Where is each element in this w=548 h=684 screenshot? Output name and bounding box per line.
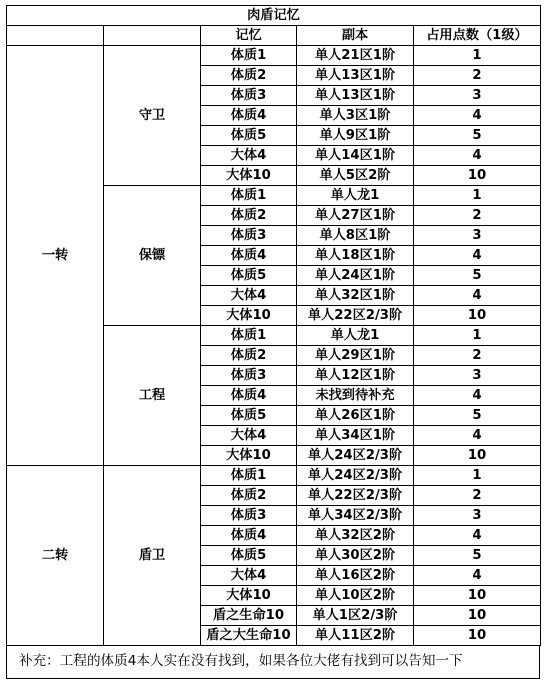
- memory-cell: 大体4: [201, 426, 297, 446]
- dungeon-cell: 单人22区2/3阶: [297, 306, 414, 326]
- table-row: [7, 46, 541, 66]
- memory-cell: 盾之大生命10: [201, 626, 297, 646]
- memory-cell: 体质5: [201, 406, 297, 426]
- points-cell: 2: [414, 206, 541, 226]
- points-cell: 3: [414, 506, 541, 526]
- dungeon-cell: 单人16区2阶: [297, 566, 414, 586]
- dungeon-cell: 单人32区1阶: [297, 286, 414, 306]
- points-cell: 10: [414, 166, 541, 186]
- header-job: [104, 26, 201, 46]
- memory-cell: 大体10: [201, 586, 297, 606]
- memory-cell: 体质4: [201, 246, 297, 266]
- points-cell: 4: [414, 386, 541, 406]
- dungeon-cell: 单人8区1阶: [297, 226, 414, 246]
- memory-cell: 体质2: [201, 486, 297, 506]
- memory-cell: 体质2: [201, 206, 297, 226]
- memory-cell: 体质5: [201, 266, 297, 286]
- dungeon-cell: 单人5区2阶: [297, 166, 414, 186]
- points-cell: 4: [414, 246, 541, 266]
- memory-cell: 大体4: [201, 146, 297, 166]
- points-cell: 4: [414, 566, 541, 586]
- dungeon-cell: 单人龙1: [297, 186, 414, 206]
- table-title: 肉盾记忆: [7, 6, 541, 26]
- memory-cell: 体质1: [201, 326, 297, 346]
- dungeon-cell: 单人3区1阶: [297, 106, 414, 126]
- dungeon-cell: 单人13区1阶: [297, 66, 414, 86]
- table-title-row: [7, 6, 541, 26]
- points-cell: 4: [414, 426, 541, 446]
- memory-cell: 体质1: [201, 466, 297, 486]
- memory-cell: 体质1: [201, 186, 297, 206]
- points-cell: 1: [414, 46, 541, 66]
- dungeon-cell: 单人32区2阶: [297, 526, 414, 546]
- memory-cell: 体质4: [201, 386, 297, 406]
- dungeon-cell: 单人12区1阶: [297, 366, 414, 386]
- points-cell: 5: [414, 266, 541, 286]
- points-cell: 5: [414, 406, 541, 426]
- dungeon-cell: 单人29区1阶: [297, 346, 414, 366]
- memory-table: [6, 5, 541, 646]
- table-body: [7, 46, 541, 646]
- memory-cell: 体质4: [201, 526, 297, 546]
- header-memory: 记忆: [201, 26, 297, 46]
- dungeon-cell: 单人龙1: [297, 326, 414, 346]
- memory-cell: 大体4: [201, 566, 297, 586]
- memory-cell: 体质3: [201, 506, 297, 526]
- header-dungeon: 副本: [297, 26, 414, 46]
- memory-cell: 大体10: [201, 446, 297, 466]
- dungeon-cell: 单人18区1阶: [297, 246, 414, 266]
- dungeon-cell: 单人11区2阶: [297, 626, 414, 646]
- points-cell: 10: [414, 606, 541, 626]
- memory-cell: 体质3: [201, 366, 297, 386]
- memory-cell: 体质2: [201, 346, 297, 366]
- points-cell: 10: [414, 626, 541, 646]
- header-points: 占用点数（1级）: [414, 26, 541, 46]
- dungeon-cell: 单人22区2/3阶: [297, 486, 414, 506]
- dungeon-cell: 单人9区1阶: [297, 126, 414, 146]
- memory-cell: 体质4: [201, 106, 297, 126]
- memory-cell: 体质1: [201, 46, 297, 66]
- memory-cell: 体质3: [201, 86, 297, 106]
- dungeon-cell: 未找到待补充: [297, 386, 414, 406]
- points-cell: 5: [414, 126, 541, 146]
- memory-cell: 大体10: [201, 306, 297, 326]
- points-cell: 1: [414, 186, 541, 206]
- dungeon-cell: 单人1区2/3阶: [297, 606, 414, 626]
- points-cell: 4: [414, 286, 541, 306]
- job-cell: 守卫: [104, 46, 201, 186]
- points-cell: 3: [414, 226, 541, 246]
- job-cell: 保镖: [104, 186, 201, 326]
- points-cell: 10: [414, 306, 541, 326]
- table-row: [7, 466, 541, 486]
- points-cell: 1: [414, 326, 541, 346]
- dungeon-cell: 单人27区1阶: [297, 206, 414, 226]
- memory-cell: 体质5: [201, 126, 297, 146]
- points-cell: 2: [414, 486, 541, 506]
- points-cell: 10: [414, 586, 541, 606]
- table-header-row: [7, 26, 541, 46]
- dungeon-cell: 单人30区2阶: [297, 546, 414, 566]
- memory-table-container: [6, 5, 542, 680]
- dungeon-cell: 单人24区2/3阶: [297, 466, 414, 486]
- memory-cell: 体质2: [201, 66, 297, 86]
- dungeon-cell: 单人21区1阶: [297, 46, 414, 66]
- dungeon-cell: 单人14区1阶: [297, 146, 414, 166]
- header-tier: [7, 26, 104, 46]
- memory-cell: 大体4: [201, 286, 297, 306]
- points-cell: 3: [414, 86, 541, 106]
- dungeon-cell: 单人13区1阶: [297, 86, 414, 106]
- dungeon-cell: 单人34区2/3阶: [297, 506, 414, 526]
- memory-cell: 体质5: [201, 546, 297, 566]
- points-cell: 5: [414, 546, 541, 566]
- tier-cell: 二转: [7, 466, 104, 646]
- job-cell: 盾卫: [104, 466, 201, 646]
- memory-cell: 盾之生命10: [201, 606, 297, 626]
- points-cell: 10: [414, 446, 541, 466]
- points-cell: 4: [414, 526, 541, 546]
- tier-cell: 一转: [7, 46, 104, 466]
- footnote: 补充：工程的体质4本人实在没有找到，如果各位大佬有找到可以告知一下: [6, 645, 540, 679]
- points-cell: 4: [414, 106, 541, 126]
- points-cell: 2: [414, 346, 541, 366]
- dungeon-cell: 单人26区1阶: [297, 406, 414, 426]
- points-cell: 4: [414, 146, 541, 166]
- dungeon-cell: 单人24区2/3阶: [297, 446, 414, 466]
- points-cell: 3: [414, 366, 541, 386]
- points-cell: 2: [414, 66, 541, 86]
- dungeon-cell: 单人10区2阶: [297, 586, 414, 606]
- job-cell: 工程: [104, 326, 201, 466]
- memory-cell: 体质3: [201, 226, 297, 246]
- memory-cell: 大体10: [201, 166, 297, 186]
- dungeon-cell: 单人34区1阶: [297, 426, 414, 446]
- points-cell: 1: [414, 466, 541, 486]
- dungeon-cell: 单人24区1阶: [297, 266, 414, 286]
